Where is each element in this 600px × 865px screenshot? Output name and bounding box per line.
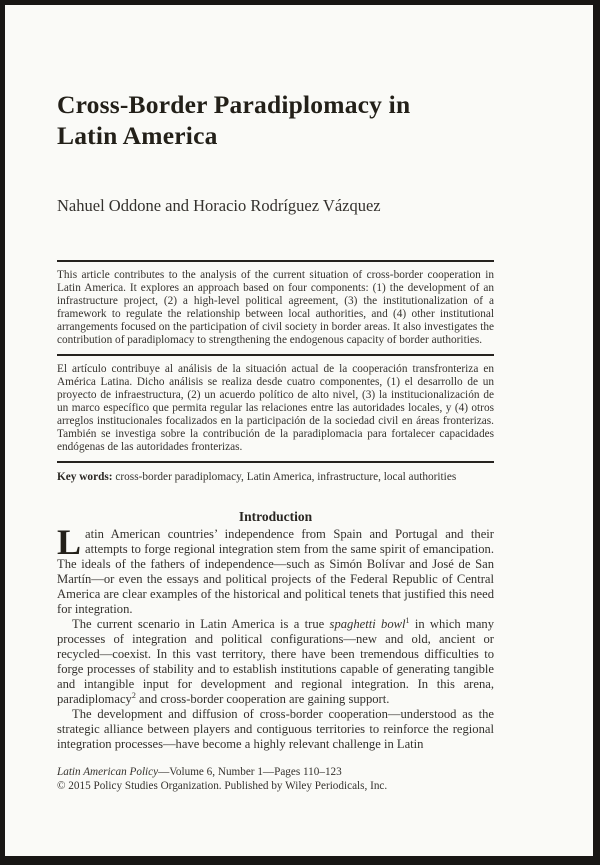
- keywords-label: Key words:: [57, 471, 113, 483]
- article-authors: Nahuel Oddone and Horacio Rodríguez Vázquez: [57, 196, 381, 215]
- footer-citation-line: [57, 766, 494, 780]
- body-paragraph-2: [57, 617, 494, 707]
- body-paragraph-1: [57, 522, 494, 617]
- section-heading-introduction: Introduction: [238, 509, 313, 524]
- keywords-text: cross-border paradiplomacy, Latin America, infrastructure, local authorities: [112, 471, 457, 483]
- paragraph-1-text: atin American countries’ independence from Spain and Portugal and their attempts to forge regional integration stem from the same spirit of emancipation. The ideals of the fathers of independence—such as Simón Bolívar and José de San Martín—or even the essays and political projects of the Federal Republic of Central America are clear examples of the historical and political tenets that justified this need for integration.: [57, 527, 494, 616]
- body-paragraph-3: The development and diffusion of cross-border cooperation—understood as the strategic alliance between players and contiguous territories to reinforce the regional integration processes—have become a highly relevant challenge in Latin: [57, 707, 494, 751]
- abstract-middle-rule: [57, 354, 494, 356]
- paper-sheet: [5, 5, 593, 856]
- article-title: Cross-Border Paradiplomacy in Latin America: [57, 90, 411, 150]
- abstract-english: This article contributes to the analysis of the current situation of cross-border cooperation in Latin America. It explores an approach based on four components: (1) the development of an infrastructure project, (2) a high-level political agreement, (3) the institutionalization of a framework to regulate the relationship between local authorities, and (4) other institutional arrangements focused on the participation of civil society in border areas. It also investigates the contribution of paradiplomacy to strengthening the endogenous capacity of border authorities.: [57, 269, 494, 346]
- journal-name: Latin American Policy: [57, 766, 159, 778]
- paragraph-2-segment: The current scenario in Latin America is a true: [72, 617, 330, 631]
- keywords-line: [57, 470, 494, 484]
- paragraph-2-segment: and cross-border cooperation are gaining support.: [135, 692, 390, 706]
- footer-volume-pages: —Volume 6, Number 1—Pages 110–123: [158, 766, 342, 778]
- abstract-spanish: El artículo contribuye al análisis de la situación actual de la cooperación transfronteriza en América Latina. Dicho análisis se realiza desde cuatro componentes, (1) el desarrollo de un proyecto de infraestructura, (2) un acuerdo político de alto nivel, (3) la institucionalización de un marco específico que permita regular las relaciones entre las autoridades locales, y (4) otros arreglos institucionales focalizados en la participación de la sociedad civil en áreas fronterizas. También se investiga sobre la contribución de la paradiplomacia para fortalecer capacidades endógenas de las autoridades fronterizas.: [57, 363, 494, 453]
- page-content: [5, 89, 494, 793]
- abstract-bottom-rule: [57, 461, 494, 463]
- paragraph-2-segment: in which many processes of integration and political configurations—new and old, ancient or recycled—coexist. In this vast territory, there have been tremendous difficulties to forge processes of stability and to establish institutions capable of generating tangible and intangible input for development and regional integration. In this arena, paradiplomacy: [57, 617, 494, 706]
- italic-term-spaghetti-bowl: spaghetti bowl: [329, 617, 406, 631]
- journal-footer: [57, 766, 494, 793]
- footnote-marker-2: 2: [131, 690, 136, 700]
- footnote-marker-1: 1: [405, 615, 410, 625]
- footer-copyright-line: © 2015 Policy Studies Organization. Published by Wiley Periodicals, Inc.: [57, 779, 388, 792]
- abstract-top-rule: [57, 260, 494, 262]
- dropcap-letter: L: [57, 522, 82, 562]
